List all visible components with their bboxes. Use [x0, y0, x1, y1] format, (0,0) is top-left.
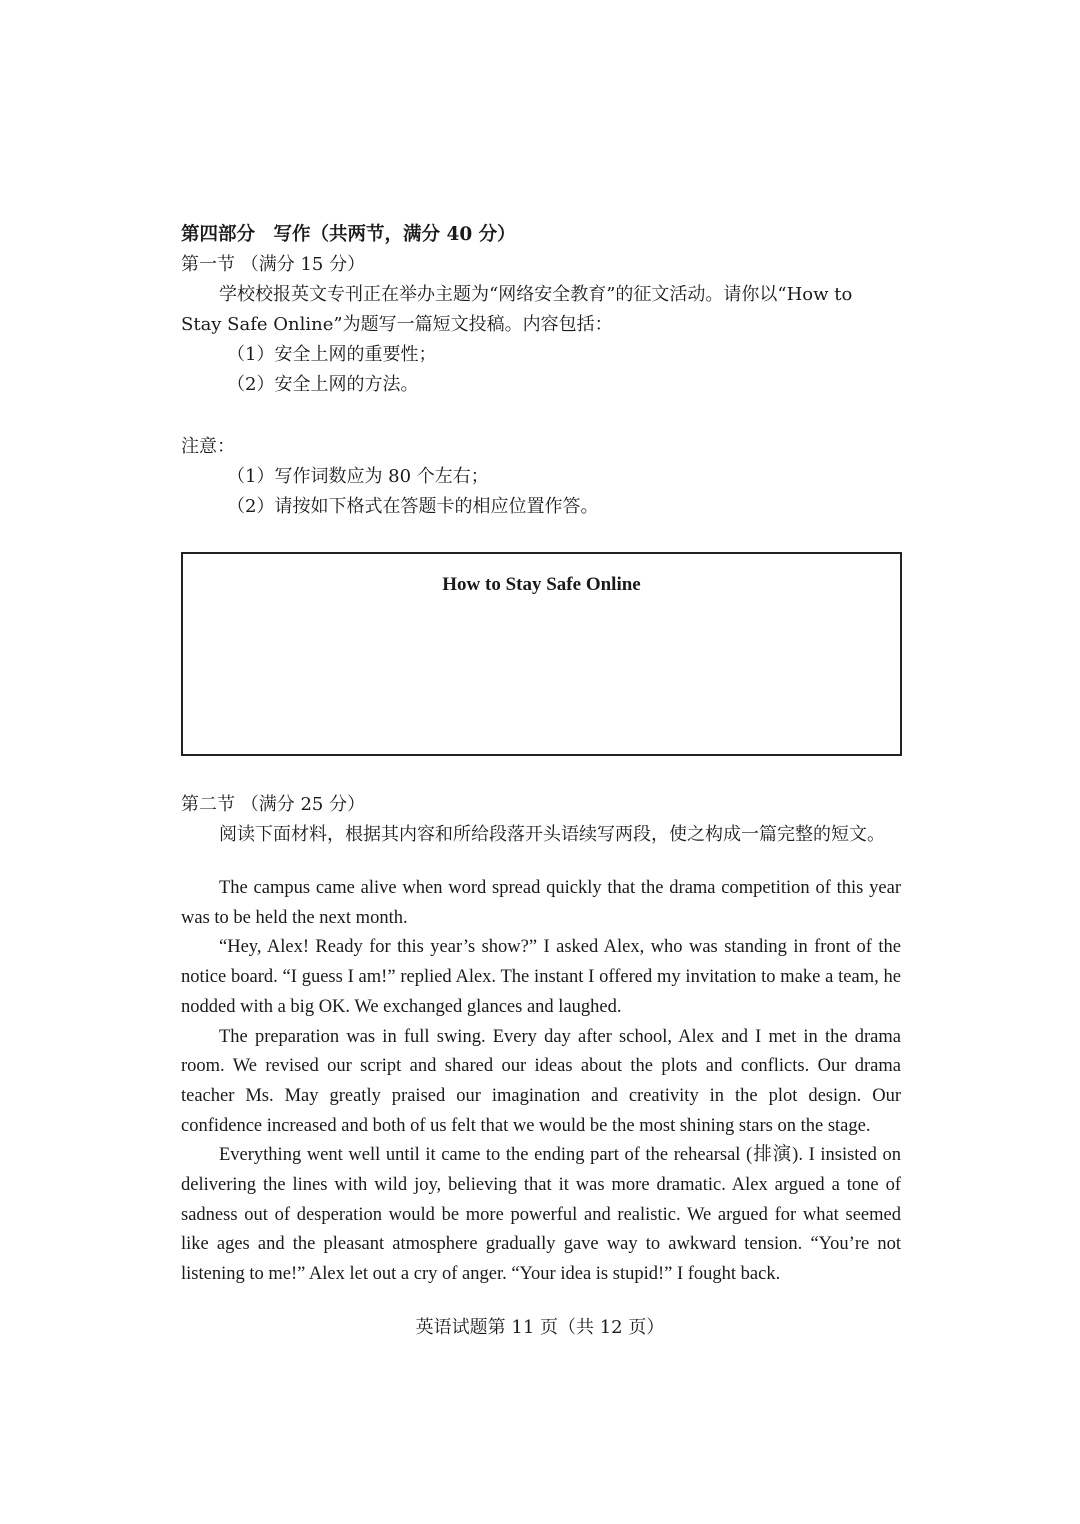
section1-heading: 第一节 （满分 15 分）: [181, 254, 366, 275]
part-title: 第四部分 写作（共两节，满分 40 分）: [181, 224, 516, 245]
reading-passage: [181, 874, 901, 1290]
section2-instruction: 阅读下面材料，根据其内容和所给段落开头语续写两段，使之构成一篇完整的短文。: [219, 824, 885, 845]
answer-box-title: How to Stay Safe Online: [442, 574, 641, 595]
answer-format-box: [181, 552, 902, 756]
note-item: （1）写作词数应为 80 个左右；: [227, 466, 489, 487]
content-point: （2）安全上网的方法。: [227, 374, 419, 395]
note-label: 注意：: [181, 436, 235, 457]
writing-part: [181, 220, 901, 522]
passage-paragraph: The campus came alive when word spread quickly that the drama competition of this year was to be held the next month.: [181, 878, 901, 928]
prompt-line-2: Stay Safe Online”为题写一篇短文投稿。内容包括：: [181, 314, 613, 335]
prompt-line-1: 学校校报英文专刊正在举办主题为“网络安全教育”的征文活动。请你以“How to: [219, 284, 853, 305]
content-point: （1）安全上网的重要性；: [227, 344, 437, 365]
note-item: （2）请按如下格式在答题卡的相应位置作答。: [227, 496, 599, 517]
passage-paragraph: “Hey, Alex! Ready for this year’s show?” I asked Alex, who was standing in front of the notice board. “I guess I am!” replied Alex. The instant I offered my invitation to make a team, he nodded with a big OK. We exchanged glances and laughed.: [181, 937, 901, 1017]
section2: [181, 790, 901, 1290]
passage-paragraph: The preparation was in full swing. Every day after school, Alex and I met in the drama room. We revised our script and shared our ideas about the plots and conflicts. Our drama teacher Ms. May greatly praised our imagination and creativity in the plot design. Our confidence increased and both of us felt that we would be the most shining stars on the stage.: [181, 1026, 901, 1136]
page-footer: 英语试题第 11 页（共 12 页）: [415, 1317, 665, 1338]
passage-paragraph: Everything went well until it came to the ending part of the rehearsal (排演). I insisted on delivering the lines with wild joy, believing that it was more dramatic. Alex argued a tone of sadness out of desperation would be more powerful and realistic. We argued for what seemed like ages and the pleasant atmosphere gradually gave way to awkward tension. “You’re not listening to me!” Alex let out a cry of anger. “Your idea is stupid!” I fought back.: [181, 1145, 901, 1285]
section2-heading: 第二节 （满分 25 分）: [181, 794, 366, 815]
